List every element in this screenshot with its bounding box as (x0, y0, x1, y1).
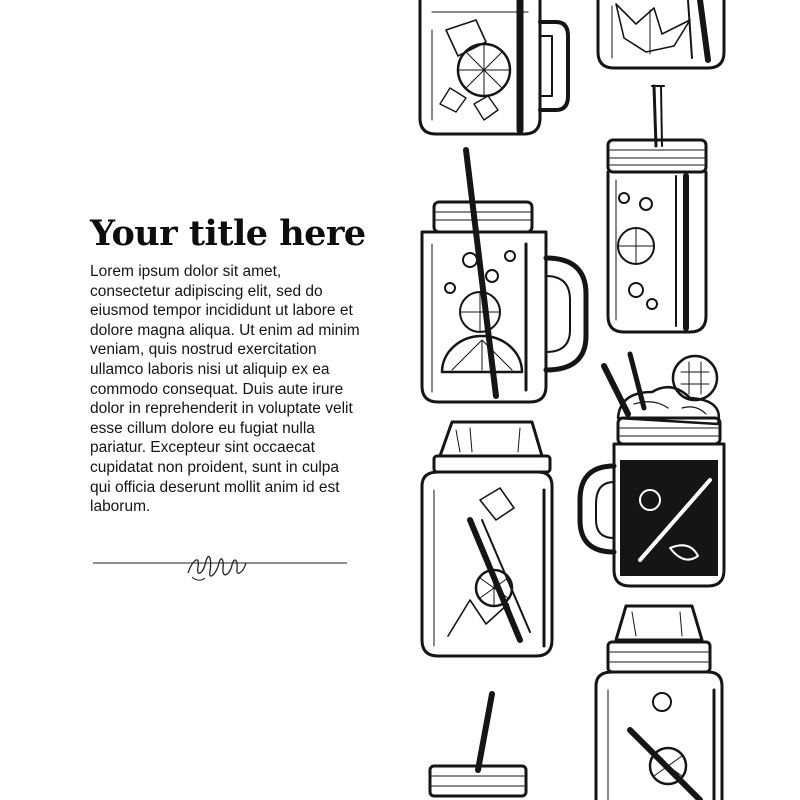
page-title: Your title here (90, 213, 366, 254)
milkshake-mug-jar-icon (580, 354, 724, 586)
mug-mason-jar-with-straw-icon (422, 150, 586, 402)
text-block (90, 210, 366, 517)
flourish-divider-icon (90, 545, 350, 590)
shaker-lid-jar-icon (422, 422, 552, 656)
mug-mason-jar-icon (420, 0, 568, 134)
mason-jar-with-straw-icon (608, 86, 706, 332)
jar-drinks-illustration (400, 0, 800, 800)
shaker-lid-jar-icon (596, 606, 722, 800)
mason-jar-icon (598, 0, 724, 68)
body-paragraph: Lorem ipsum dolor sit amet, consectetur adipiscing elit, sed do eiusmod tempor incididunt ut labore et dolore magna aliqua. Ut enim ad minim veniam, quis nostrud exercitation ullamco laboris nisi ut aliquip ex ea commodo consequat. Duis aute irure dolor in reprehenderit in voluptate velit esse cillum dolore eu fugiat nulla pariatur. Excepteur sint occaecat cupidatat non proident, sunt in culpa qui officia deserunt mollit anim id est laborum. (90, 263, 360, 516)
mason-jar-with-straw-icon (430, 694, 526, 796)
